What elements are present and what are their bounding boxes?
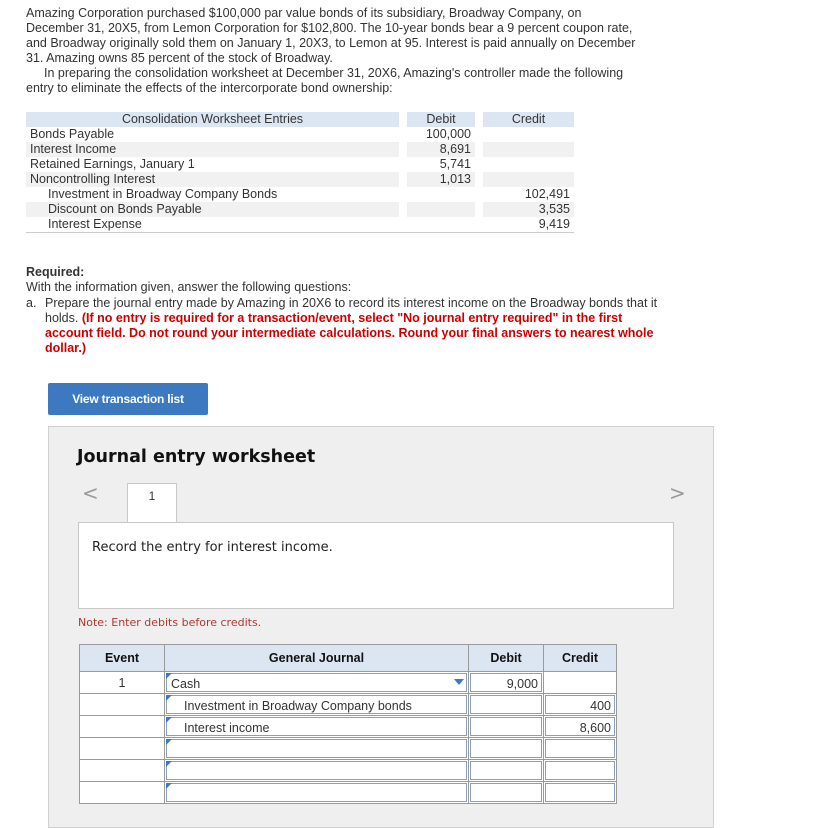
table-row (80, 760, 617, 782)
account-select[interactable] (165, 672, 469, 694)
account-select[interactable] (165, 716, 469, 738)
consolidation-credit: 9,419 (483, 217, 574, 233)
column-debit: Debit (469, 645, 544, 672)
table-row (80, 694, 617, 716)
account-select[interactable] (165, 694, 469, 716)
credit-value: 8,600 (579, 721, 611, 735)
required-text: With the information given, answer the following questions: (26, 280, 352, 294)
consolidation-account: Bonds Payable (30, 127, 115, 141)
consolidation-credit (483, 172, 574, 187)
consolidation-debit (407, 202, 475, 217)
problem-paragraph-1: Amazing Corporation purchased $100,000 par value bonds of its subsidiary, Broadway Company, on December 31, 20X5, from Lemon Corporation for $102,800. The 10-year bonds bear a 9 percent coupon rate, and Broadway originally sold them on January 1, 20X3, to Lemon at 95. Interest is paid annually on December 31. Amazing owns 85 percent of the stock of Broadway. (26, 6, 636, 65)
table-row (26, 157, 574, 172)
account-value: Interest income (184, 721, 270, 735)
table-row (26, 202, 574, 217)
consolidation-header-row (26, 112, 574, 127)
consolidation-credit (483, 157, 574, 172)
consolidation-debit (407, 217, 475, 233)
table-row (26, 217, 574, 233)
tab-entry-1[interactable]: 1 (127, 483, 177, 524)
account-select[interactable] (165, 760, 469, 782)
chevron-down-icon[interactable] (454, 679, 464, 685)
required-title: Required: (26, 265, 85, 279)
consolidation-credit: 3,535 (483, 202, 574, 217)
required-item-a (26, 296, 666, 356)
required-item-label: a. (26, 296, 37, 310)
required-item-instruction: (If no entry is required for a transaction/event, select "No journal entry required" in the first account field. Do not round your intermediate calculations. Round your final answers to nearest whole dollar.) (45, 311, 654, 355)
credit-input[interactable] (544, 738, 617, 760)
debit-input[interactable] (469, 694, 544, 716)
consolidation-account: Discount on Bonds Payable (26, 202, 399, 217)
account-select[interactable] (165, 782, 469, 804)
consolidation-debit (407, 187, 475, 202)
worksheet-title: Journal entry worksheet (77, 447, 316, 467)
worksheet-note: Note: Enter debits before credits. (78, 616, 262, 629)
consolidation-account: Interest Income (26, 142, 399, 157)
column-general-journal: General Journal (165, 645, 469, 672)
event-cell (80, 694, 165, 716)
journal-table (79, 644, 617, 804)
credit-input[interactable] (544, 694, 617, 716)
consolidation-account: Retained Earnings, January 1 (30, 157, 195, 171)
credit-input[interactable] (544, 672, 617, 694)
debit-input[interactable] (469, 738, 544, 760)
table-row (80, 782, 617, 804)
consolidation-header-credit: Credit (483, 112, 574, 127)
debit-input[interactable] (469, 672, 544, 694)
consolidation-account: Noncontrolling Interest (26, 172, 399, 187)
debit-input[interactable] (469, 782, 544, 804)
consolidation-debit: 100,000 (425, 127, 471, 141)
consolidation-account: Investment in Broadway Company Bonds (48, 187, 278, 201)
debit-input[interactable] (469, 760, 544, 782)
chevron-left-icon[interactable]: < (82, 481, 99, 505)
consolidation-debit: 5,741 (439, 157, 471, 171)
consolidation-credit (483, 142, 574, 157)
debit-value: 9,000 (506, 677, 538, 691)
account-select[interactable] (165, 738, 469, 760)
column-credit: Credit (544, 645, 617, 672)
table-row (26, 187, 574, 202)
consolidation-debit: 1,013 (407, 172, 475, 187)
credit-value: 400 (590, 699, 611, 713)
instruction-box (78, 522, 674, 609)
consolidation-header-title: Consolidation Worksheet Entries (26, 112, 399, 127)
event-cell (80, 716, 165, 738)
required-item-text: Prepare the journal entry made by Amazing in 20X6 to record its interest income on the Broadway bonds that it holds. (45, 296, 658, 325)
event-cell (80, 760, 165, 782)
view-transaction-list-button[interactable]: View transaction list (48, 383, 208, 415)
table-row (26, 172, 574, 187)
credit-input[interactable] (544, 760, 617, 782)
required-item-body (45, 296, 666, 356)
table-row (80, 716, 617, 738)
consolidation-account: Interest Expense (26, 217, 399, 233)
debit-input[interactable] (469, 716, 544, 738)
journal-header-row (80, 645, 617, 672)
event-cell: 1 (80, 672, 165, 694)
consolidation-entries-table (26, 112, 574, 233)
column-event: Event (80, 645, 165, 672)
journal-entry-worksheet (48, 426, 714, 828)
consolidation-debit: 8,691 (407, 142, 475, 157)
event-cell (80, 782, 165, 804)
credit-input[interactable] (544, 716, 617, 738)
event-cell (80, 738, 165, 760)
table-row (26, 127, 574, 142)
problem-paragraph-2: In preparing the consolidation worksheet at December 31, 20X6, Amazing's controller made the following entry to eliminate the effects of the intercorporate bond ownership: (26, 66, 624, 95)
consolidation-credit (483, 127, 574, 142)
consolidation-header-debit: Debit (407, 112, 475, 127)
table-row (80, 738, 617, 760)
credit-input[interactable] (544, 782, 617, 804)
table-row (80, 672, 617, 694)
chevron-right-icon[interactable]: > (669, 481, 686, 505)
worksheet-instruction: Record the entry for interest income. (92, 540, 333, 555)
table-row (26, 142, 574, 157)
account-value: Investment in Broadway Company bonds (184, 699, 412, 713)
consolidation-credit: 102,491 (524, 187, 570, 201)
account-value: Cash (171, 677, 201, 691)
